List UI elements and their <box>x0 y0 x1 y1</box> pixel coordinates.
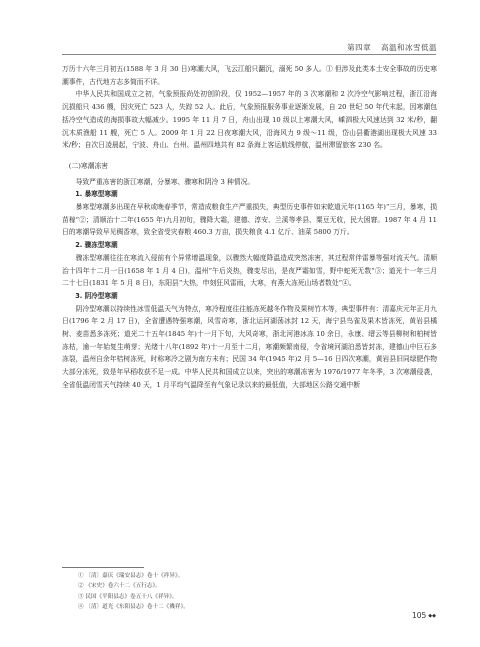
footnote: ① 〔清〕嘉庆《瑞安县志》卷十《祥异》。 <box>78 573 184 579</box>
footnote: ④ 〔清〕道光《东阳县志》卷十二《禨祥》。 <box>78 604 189 611</box>
footnote-rule <box>62 567 144 568</box>
main-text <box>62 63 437 392</box>
running-header <box>340 42 437 53</box>
chapter-label: 第四章 <box>347 43 372 52</box>
paragraph: 暴寒型寒潮多出现在早秋或晚春季节，常造成粮食生产严重损失，典型历史事件如宋乾道元年(1165 年)“三月，暴寒，损苗稼”②；清顺治十二年(1655 年)九月初旬，骤降大霜，建德、淳安、兰溪等孝县、粟豆无收，民大困窘。1987 年 4 月 11 日的寒潮导致早见稠香寒，致全省受灾春粮 460.3 万亩，损失粮食 4.1 亿斤、油菜 5800 万斤。 <box>62 203 437 237</box>
footnotes <box>78 571 189 613</box>
subsection-heading: 3. 阴冷型寒潮 <box>75 291 118 300</box>
paragraph: 骤冻型寒潮往往在寒流入侵前有个异常增温现象，以骤然大幅度降温造成突然冻害，其过程常伴雷暴等强对流天气。清顺治十四年十二月一日(1658 年 1 月 4 日)，温州“午后炎热，骤变尽出，是夜严霜如雪，野中蛇死无数”③；道光十一年三月二十七日(1831 年 5 月 8 日)，东阳县“大热，申刻狂风雷雨，大寒，有燕大冻死山场者数处”④。 <box>62 253 437 288</box>
page-number: 105 <box>411 611 427 620</box>
page-ornament: ◆◆ <box>428 613 436 619</box>
section-heading: (二)寒潮冻害 <box>68 161 109 170</box>
header-rule <box>62 54 436 55</box>
chapter-title: 高温和冰雪低温 <box>381 43 437 52</box>
subsection-heading: 1. 暴寒型寒潮 <box>75 190 118 199</box>
section-intro: 导致严重冻害的浙江寒潮，分暴寒、骤寒和阴冷 3 种情况。 <box>75 177 255 186</box>
subsection-heading: 2. 骤冻型寒潮 <box>75 241 118 250</box>
footnote: ② 《宋史》卷六十二《五行志》。 <box>78 583 161 590</box>
footnote: ③ 民国《平阳县志》卷五十八《祥异》。 <box>78 593 178 600</box>
paragraph: 中华人民共和国成立之初，气象预报尚处初创阶段，仅 1952—1957 年的 3 次寒潮和 2 次冷空气影响过程，浙江沿海沉损船只 436 艘，因灾死亡 523 人，失踪 52 人。此后，气象预报服务事业逐渐发展，自 20 世纪 50 年代末起，因寒潮包括冷空气造成的海损事故大幅减少。1995 年 11 月 7 日，舟山出现 10 级以上寒潮大风，嵊泗极大风速达到 32 米/秒，翻沉木质渔船 11 艘，死亡 5 人。2009 年 1 月 22 日夜寒潮大风，沿海风力 9 级～11 级，岱山县衢港湖出现极大风速 33 米/秒；自次日凌晨起，宁波、舟山、台州、温州四地共有 82 条海上客运航线停航，温州滞留旅客 230 名。 <box>62 90 437 150</box>
paragraph: 阴冷型寒潮以持续性冰雪低温天气为特点，寒冷程度往往能冻死越冬作物及果树竹木等，典型事件有：清嘉庆元年正月九日(1796 年 2 月 17 日)，全省遭遇特强寒潮，风雪奇寒，浙北运河湖荡冰封 12 天，海宁县鸟雀及果木皆冻死，黄岩县橘树、麦苗悉多冻死；道光二十五年(1845 年)十一月下旬，大风奇寒，浙北河港冰冻 10 余日，永康、缙云等县柳树和柏树皆冻枯，逾一年始复生萌芽；光绪十八年(1892 年)十一月至十二月，寒潮频繁南侵，令省境河湖泊悉皆封冻，建德山中巨石多冻裂，温州自余年桔树冻死，时称寒冷之剧为南方未有；民国 34 年(1945 年)2 月 5—16 日四次寒潮，黄岩县旧同绿肥作物大部分冻死，致是年早稻收获不足一成。中华人民共和国成立以来，突出的寒潮冻害为 1976/1977 年冬季，3 次寒潮侵袭，全省低温闭雪天气持续 40 天，1 月平均气温降至有气象记录以来的最低值，大部地区公路交通中断 <box>62 304 437 389</box>
page-footer <box>412 611 436 620</box>
paragraph: 万历十六年三月初五(1588 年 3 月 30 日)寒潮大风，飞云江船只翻沉，溺死 50 多人。① 但涉及此类本土安全事故的历史寒潮事件，古代地方志多简而不详。 <box>62 65 437 86</box>
